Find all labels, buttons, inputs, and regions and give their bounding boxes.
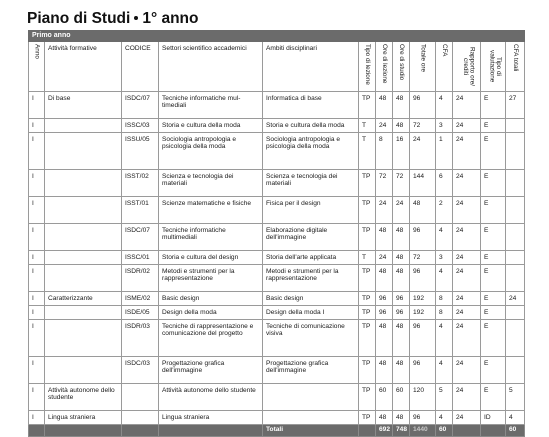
totals-empty	[29, 424, 45, 436]
page-title-main: Piano di Studi	[27, 10, 131, 27]
cell-anno: I	[29, 319, 45, 356]
cell-cfa: 4	[436, 319, 453, 356]
cell-codice: ISST/01	[122, 196, 159, 223]
cell-settore: Storia e cultura del design	[159, 250, 263, 264]
cell-tipo-valutazione: E	[481, 196, 506, 223]
cell-settore: Tecniche informatiche multimediali	[159, 223, 263, 250]
cell-tipo-lezione: TP	[359, 305, 376, 319]
cell-rapporto: 24	[453, 305, 481, 319]
cell-attivita: Di base	[45, 91, 122, 118]
cell-cfa: 8	[436, 305, 453, 319]
cell-attivita	[45, 223, 122, 250]
cell-anno: I	[29, 196, 45, 223]
cell-totale-ore: 96	[410, 91, 436, 118]
cell-settore: Metodi e strumenti per la rappresentazione	[159, 264, 263, 291]
cell-tipo-lezione: TP	[359, 291, 376, 305]
cell-tipo-lezione: T	[359, 250, 376, 264]
header-attivita: Attività formative	[45, 42, 122, 92]
cell-ore-studio: 60	[393, 383, 410, 410]
cell-codice: ISDC/03	[122, 356, 159, 383]
cell-cfa: 1	[436, 132, 453, 169]
totals-empty	[359, 424, 376, 436]
cell-anno: I	[29, 264, 45, 291]
table-row	[29, 319, 525, 356]
cell-ambito: Storia e cultura della moda	[263, 118, 359, 132]
cell-ore-studio: 48	[393, 356, 410, 383]
cell-totale-ore: 24	[410, 132, 436, 169]
cell-attivita	[45, 250, 122, 264]
cell-rapporto: 24	[453, 410, 481, 424]
cell-settore: Design della moda	[159, 305, 263, 319]
cell-codice: ISDR/03	[122, 319, 159, 356]
cell-totale-ore: 48	[410, 196, 436, 223]
cell-ambito: Storia dell'arte applicata	[263, 250, 359, 264]
page-title	[27, 10, 199, 28]
cell-ore-lezione: 48	[376, 264, 393, 291]
cell-anno: I	[29, 169, 45, 196]
cell-ore-lezione: 96	[376, 291, 393, 305]
cell-tipo-valutazione: E	[481, 223, 506, 250]
cell-rapporto: 24	[453, 196, 481, 223]
cell-ambito: Design della moda I	[263, 305, 359, 319]
table-row	[29, 169, 525, 196]
cell-cfa-totali	[506, 264, 525, 291]
cell-cfa-totali: 27	[506, 91, 525, 118]
cell-ore-lezione: 72	[376, 169, 393, 196]
cell-settore: Scienze matematiche e fisiche	[159, 196, 263, 223]
cell-rapporto: 24	[453, 118, 481, 132]
cell-attivita	[45, 264, 122, 291]
cell-anno: I	[29, 356, 45, 383]
cell-ore-studio: 96	[393, 305, 410, 319]
header-anno: Anno	[29, 42, 45, 92]
study-plan-table	[28, 30, 524, 437]
cell-cfa-totali	[506, 169, 525, 196]
cell-ambito: Informatica di base	[263, 91, 359, 118]
column-header-row	[29, 42, 525, 92]
cell-cfa: 4	[436, 91, 453, 118]
cell-cfa-totali: 4	[506, 410, 525, 424]
cell-tipo-valutazione: E	[481, 319, 506, 356]
table-row	[29, 132, 525, 169]
cell-tipo-valutazione: E	[481, 305, 506, 319]
cell-cfa: 8	[436, 291, 453, 305]
cell-attivita	[45, 196, 122, 223]
cell-tipo-lezione: TP	[359, 383, 376, 410]
table-row	[29, 410, 525, 424]
cell-cfa-totali	[506, 250, 525, 264]
cell-tipo-lezione: TP	[359, 223, 376, 250]
cell-ore-studio: 48	[393, 118, 410, 132]
cell-anno: I	[29, 291, 45, 305]
cell-rapporto: 24	[453, 264, 481, 291]
cell-ore-studio: 24	[393, 196, 410, 223]
cell-ore-studio: 48	[393, 410, 410, 424]
cell-settore: Basic design	[159, 291, 263, 305]
cell-rapporto: 24	[453, 91, 481, 118]
cell-rapporto: 24	[453, 291, 481, 305]
totals-cfa: 60	[436, 424, 453, 436]
cell-tipo-valutazione: E	[481, 356, 506, 383]
cell-tipo-lezione: TP	[359, 319, 376, 356]
cell-ore-studio: 48	[393, 250, 410, 264]
cell-ambito: Scienza e tecnologia dei materiali	[263, 169, 359, 196]
cell-ore-studio: 48	[393, 91, 410, 118]
cell-rapporto: 24	[453, 383, 481, 410]
cell-cfa: 4	[436, 264, 453, 291]
header-totale-ore: Totale ore	[410, 42, 436, 92]
cell-totale-ore: 96	[410, 223, 436, 250]
cell-ore-lezione: 48	[376, 410, 393, 424]
cell-cfa-totali	[506, 223, 525, 250]
totals-empty	[159, 424, 263, 436]
cell-codice: ISST/02	[122, 169, 159, 196]
cell-cfa: 4	[436, 356, 453, 383]
table-row	[29, 250, 525, 264]
cell-totale-ore: 192	[410, 291, 436, 305]
cell-ore-lezione: 60	[376, 383, 393, 410]
cell-settore: Tecniche informatiche mul- timediali	[159, 91, 263, 118]
cell-cfa-totali	[506, 132, 525, 169]
cell-anno: I	[29, 223, 45, 250]
cell-tipo-lezione: TP	[359, 196, 376, 223]
cell-totale-ore: 96	[410, 319, 436, 356]
cell-settore: Sociologia antropologia e psicologia della moda	[159, 132, 263, 169]
cell-totale-ore: 144	[410, 169, 436, 196]
bullet-icon	[134, 16, 138, 20]
header-tipo-lezione: Tipo di lezione	[359, 42, 376, 92]
cell-totale-ore: 72	[410, 118, 436, 132]
totals-cfa-totali: 60	[506, 424, 525, 436]
cell-anno: I	[29, 305, 45, 319]
cell-ore-lezione: 24	[376, 118, 393, 132]
cell-codice: ISSU/05	[122, 132, 159, 169]
table-row	[29, 383, 525, 410]
cell-codice	[122, 383, 159, 410]
cell-attivita	[45, 169, 122, 196]
cell-ore-lezione: 48	[376, 91, 393, 118]
cell-ore-studio: 16	[393, 132, 410, 169]
cell-tipo-lezione: T	[359, 118, 376, 132]
cell-tipo-valutazione: E	[481, 169, 506, 196]
cell-ambito: Fisica per il design	[263, 196, 359, 223]
cell-ambito: Sociologia antropologia e psicologia della moda	[263, 132, 359, 169]
cell-codice: ISDC/07	[122, 223, 159, 250]
totals-ore-lezione: 692	[376, 424, 393, 436]
cell-ambito	[263, 383, 359, 410]
cell-ore-lezione: 96	[376, 305, 393, 319]
cell-tipo-valutazione: E	[481, 250, 506, 264]
cell-ambito: Basic design	[263, 291, 359, 305]
cell-rapporto: 24	[453, 356, 481, 383]
totals-empty	[122, 424, 159, 436]
cell-cfa: 6	[436, 169, 453, 196]
cell-tipo-lezione: TP	[359, 410, 376, 424]
cell-tipo-lezione: TP	[359, 169, 376, 196]
cell-cfa-totali: 5	[506, 383, 525, 410]
cell-codice: ISDR/02	[122, 264, 159, 291]
table-row	[29, 305, 525, 319]
cell-ambito: Elaborazione digitale dell'immagine	[263, 223, 359, 250]
section-label: Primo anno	[29, 31, 525, 42]
cell-rapporto: 24	[453, 132, 481, 169]
cell-settore: Progettazione grafica dell'immagine	[159, 356, 263, 383]
cell-codice: ISME/02	[122, 291, 159, 305]
totals-empty	[481, 424, 506, 436]
cell-rapporto: 24	[453, 169, 481, 196]
cell-totale-ore: 96	[410, 356, 436, 383]
cell-codice: ISDC/07	[122, 91, 159, 118]
cell-ambito: Tecniche di comunicazione visiva	[263, 319, 359, 356]
cell-rapporto: 24	[453, 250, 481, 264]
table-row	[29, 196, 525, 223]
cell-cfa-totali	[506, 305, 525, 319]
cell-attivita	[45, 118, 122, 132]
cell-ore-studio: 48	[393, 264, 410, 291]
cell-ore-lezione: 24	[376, 196, 393, 223]
table-row	[29, 118, 525, 132]
cell-totale-ore: 96	[410, 264, 436, 291]
header-settori: Settori scientifico accademici	[159, 42, 263, 92]
cell-ore-lezione: 24	[376, 250, 393, 264]
cell-anno: I	[29, 383, 45, 410]
cell-rapporto: 24	[453, 223, 481, 250]
cell-ore-studio: 48	[393, 319, 410, 356]
cell-anno: I	[29, 410, 45, 424]
header-cfa-totali: CFA totali	[506, 42, 525, 92]
cell-attivita	[45, 356, 122, 383]
header-ambiti: Ambiti disciplinari	[263, 42, 359, 92]
cell-cfa: 2	[436, 196, 453, 223]
cell-settore: Lingua straniera	[159, 410, 263, 424]
cell-ambito: Progettazione grafica dell'immagine	[263, 356, 359, 383]
cell-ambito: Metodi e strumenti per la rappresentazione	[263, 264, 359, 291]
cell-anno: I	[29, 132, 45, 169]
header-rapporto: Rapporto ore/ crediti	[453, 42, 481, 92]
cell-tipo-valutazione: ID	[481, 410, 506, 424]
cell-ore-studio: 96	[393, 291, 410, 305]
header-cfa: CFA	[436, 42, 453, 92]
cell-cfa-totali	[506, 118, 525, 132]
cell-cfa: 4	[436, 410, 453, 424]
cell-codice	[122, 410, 159, 424]
cell-tipo-valutazione: E	[481, 118, 506, 132]
header-tipo-valutazione: Tipo di valutazione	[481, 42, 506, 92]
cell-rapporto: 24	[453, 319, 481, 356]
cell-ore-lezione: 48	[376, 319, 393, 356]
cell-cfa: 3	[436, 118, 453, 132]
cell-codice: ISSC/03	[122, 118, 159, 132]
totals-empty	[453, 424, 481, 436]
cell-tipo-lezione: TP	[359, 264, 376, 291]
cell-tipo-valutazione: E	[481, 383, 506, 410]
cell-tipo-valutazione: E	[481, 264, 506, 291]
cell-cfa-totali	[506, 319, 525, 356]
cell-cfa: 3	[436, 250, 453, 264]
page-title-sub: 1° anno	[142, 10, 199, 27]
cell-ore-studio: 48	[393, 223, 410, 250]
cell-anno: I	[29, 250, 45, 264]
cell-totale-ore: 96	[410, 410, 436, 424]
header-codice: CODICE	[122, 42, 159, 92]
totals-ore-studio: 748	[393, 424, 410, 436]
cell-cfa-totali	[506, 196, 525, 223]
cell-settore: Scienza e tecnologia dei materiali	[159, 169, 263, 196]
table-row	[29, 91, 525, 118]
cell-cfa: 4	[436, 223, 453, 250]
cell-attivita: Lingua straniera	[45, 410, 122, 424]
header-ore-studio: Ore di studio	[393, 42, 410, 92]
cell-codice: ISSC/01	[122, 250, 159, 264]
totals-totale-ore: 1440	[410, 424, 436, 436]
cell-cfa-totali: 24	[506, 291, 525, 305]
cell-totale-ore: 192	[410, 305, 436, 319]
cell-ore-lezione: 48	[376, 223, 393, 250]
cell-tipo-valutazione: E	[481, 91, 506, 118]
cell-tipo-lezione: T	[359, 132, 376, 169]
cell-tipo-valutazione: E	[481, 132, 506, 169]
totals-empty	[45, 424, 122, 436]
cell-ore-lezione: 48	[376, 356, 393, 383]
section-header-row	[29, 31, 525, 42]
cell-ore-studio: 72	[393, 169, 410, 196]
cell-tipo-valutazione: E	[481, 291, 506, 305]
cell-cfa: 5	[436, 383, 453, 410]
table-row	[29, 223, 525, 250]
cell-attivita: Attività autonome dello studente	[45, 383, 122, 410]
cell-tipo-lezione: TP	[359, 91, 376, 118]
table-row	[29, 291, 525, 305]
table-row	[29, 356, 525, 383]
cell-anno: I	[29, 118, 45, 132]
totals-label: Totali	[263, 424, 359, 436]
cell-totale-ore: 72	[410, 250, 436, 264]
cell-attivita	[45, 319, 122, 356]
cell-settore: Storia e cultura della moda	[159, 118, 263, 132]
cell-ambito	[263, 410, 359, 424]
cell-ore-lezione: 8	[376, 132, 393, 169]
cell-attivita	[45, 305, 122, 319]
cell-codice: ISDE/05	[122, 305, 159, 319]
cell-anno: I	[29, 91, 45, 118]
cell-settore: Attività autonome dello studente	[159, 383, 263, 410]
cell-cfa-totali	[506, 356, 525, 383]
cell-attivita: Caratterizzante	[45, 291, 122, 305]
cell-tipo-lezione: TP	[359, 356, 376, 383]
cell-attivita	[45, 132, 122, 169]
cell-settore: Tecniche di rappresentazione e comunicazione del progetto	[159, 319, 263, 356]
table-row	[29, 264, 525, 291]
cell-totale-ore: 120	[410, 383, 436, 410]
totals-row	[29, 424, 525, 436]
header-ore-lezione: Ore di lezione	[376, 42, 393, 92]
